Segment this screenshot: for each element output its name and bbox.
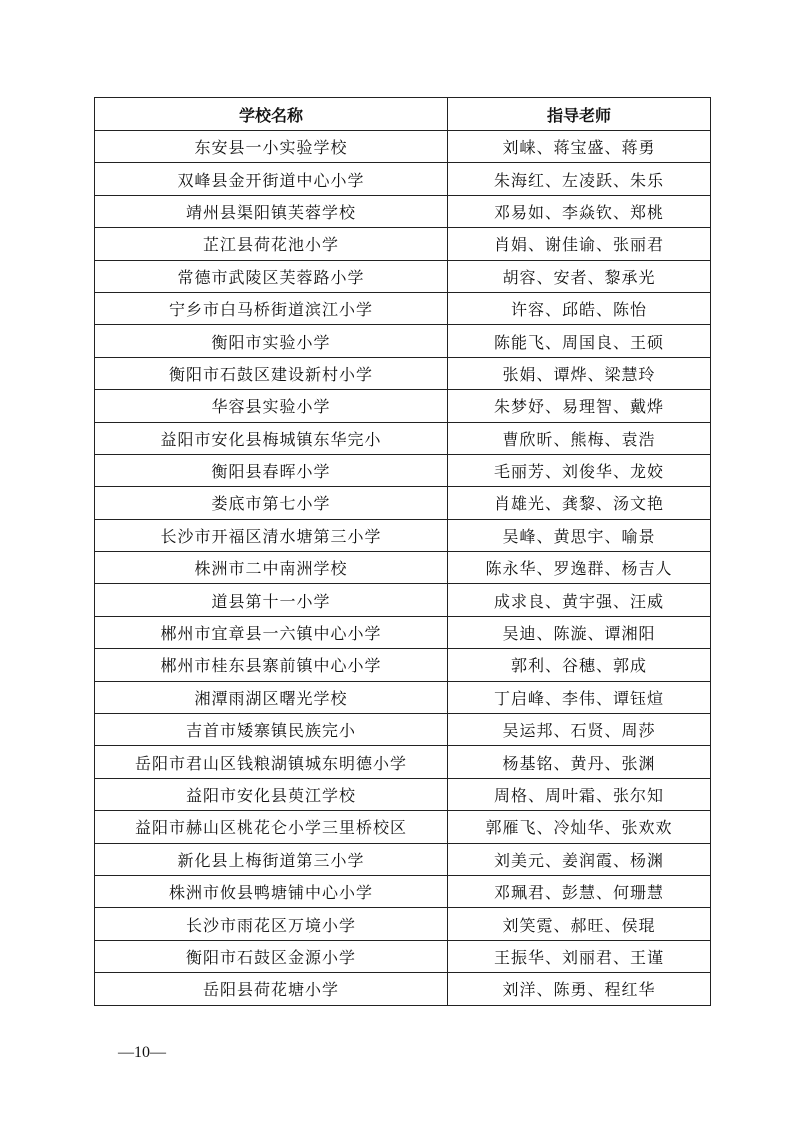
- cell-school-name: 岳阳县荷花塘小学: [95, 973, 448, 1005]
- cell-instructors: 曹欣昕、熊梅、袁浩: [448, 422, 711, 454]
- cell-school-name: 芷江县荷花池小学: [95, 228, 448, 260]
- table-row: [95, 163, 711, 195]
- schools-teachers-table: [94, 97, 711, 1006]
- table-row: [95, 584, 711, 616]
- cell-school-name: 益阳市赫山区桃花仑小学三里桥校区: [95, 811, 448, 843]
- cell-school-name: 靖州县渠阳镇芙蓉学校: [95, 195, 448, 227]
- cell-school-name: 新化县上梅街道第三小学: [95, 843, 448, 875]
- cell-instructors: 刘笑霓、郝旺、侯琨: [448, 908, 711, 940]
- cell-instructors: 陈永华、罗逸群、杨吉人: [448, 552, 711, 584]
- table-row: [95, 487, 711, 519]
- cell-instructors: 吴峰、黄思宇、喻景: [448, 519, 711, 551]
- cell-instructors: 陈能飞、周国良、王硕: [448, 325, 711, 357]
- table-row: [95, 131, 711, 163]
- cell-instructors: 肖雄光、龚黎、汤文艳: [448, 487, 711, 519]
- cell-instructors: 邓易如、李焱钦、郑桃: [448, 195, 711, 227]
- cell-instructors: 成求良、黄宇强、汪威: [448, 584, 711, 616]
- cell-school-name: 益阳市安化县萸江学校: [95, 778, 448, 810]
- table-row: [95, 778, 711, 810]
- cell-school-name: 株洲市二中南洲学校: [95, 552, 448, 584]
- cell-school-name: 郴州市宜章县一六镇中心小学: [95, 616, 448, 648]
- header-school-name: 学校名称: [95, 98, 448, 131]
- cell-school-name: 湘潭雨湖区曙光学校: [95, 681, 448, 713]
- table-row: [95, 681, 711, 713]
- table-row: [95, 228, 711, 260]
- table-row: [95, 195, 711, 227]
- table-row: [95, 746, 711, 778]
- table-row: [95, 714, 711, 746]
- cell-school-name: 吉首市矮寨镇民族完小: [95, 714, 448, 746]
- table-row: [95, 973, 711, 1005]
- cell-instructors: 王振华、刘丽君、王谨: [448, 940, 711, 972]
- cell-school-name: 衡阳市石鼓区金源小学: [95, 940, 448, 972]
- cell-instructors: 毛丽芳、刘俊华、龙姣: [448, 454, 711, 486]
- cell-school-name: 衡阳县春晖小学: [95, 454, 448, 486]
- table-body: [95, 131, 711, 1006]
- table-row: [95, 357, 711, 389]
- cell-instructors: 朱海红、左凌跃、朱乐: [448, 163, 711, 195]
- table-row: [95, 519, 711, 551]
- table-row: [95, 908, 711, 940]
- table-row: [95, 649, 711, 681]
- cell-instructors: 肖娟、谢佳谕、张丽君: [448, 228, 711, 260]
- cell-school-name: 娄底市第七小学: [95, 487, 448, 519]
- cell-school-name: 郴州市桂东县寨前镇中心小学: [95, 649, 448, 681]
- table-row: [95, 875, 711, 907]
- cell-school-name: 衡阳市实验小学: [95, 325, 448, 357]
- cell-instructors: 郭利、谷穗、郭成: [448, 649, 711, 681]
- table-row: [95, 811, 711, 843]
- schools-table-container: [94, 97, 710, 1006]
- cell-school-name: 岳阳市君山区钱粮湖镇城东明德小学: [95, 746, 448, 778]
- cell-instructors: 郭雁飞、冷灿华、张欢欢: [448, 811, 711, 843]
- table-row: [95, 940, 711, 972]
- page-number: —10—: [118, 1044, 166, 1061]
- cell-instructors: 周格、周叶霜、张尔知: [448, 778, 711, 810]
- cell-school-name: 双峰县金开街道中心小学: [95, 163, 448, 195]
- cell-instructors: 刘美元、姜润霞、杨渊: [448, 843, 711, 875]
- cell-school-name: 宁乡市白马桥街道滨江小学: [95, 292, 448, 324]
- table-row: [95, 390, 711, 422]
- table-row: [95, 616, 711, 648]
- cell-instructors: 刘崃、蒋宝盛、蒋勇: [448, 131, 711, 163]
- table-row: [95, 422, 711, 454]
- cell-instructors: 朱梦妤、易理智、戴烨: [448, 390, 711, 422]
- cell-instructors: 杨基铭、黄丹、张渊: [448, 746, 711, 778]
- cell-instructors: 吴迪、陈漩、谭湘阳: [448, 616, 711, 648]
- table-row: [95, 260, 711, 292]
- cell-instructors: 胡容、安者、黎承光: [448, 260, 711, 292]
- cell-instructors: 吴运邦、石贤、周莎: [448, 714, 711, 746]
- cell-school-name: 道县第十一小学: [95, 584, 448, 616]
- table-row: [95, 325, 711, 357]
- cell-school-name: 东安县一小实验学校: [95, 131, 448, 163]
- cell-instructors: 许容、邱皓、陈怡: [448, 292, 711, 324]
- cell-school-name: 长沙市开福区清水塘第三小学: [95, 519, 448, 551]
- cell-school-name: 株洲市攸县鸭塘铺中心小学: [95, 875, 448, 907]
- cell-school-name: 长沙市雨花区万境小学: [95, 908, 448, 940]
- cell-school-name: 衡阳市石鼓区建设新村小学: [95, 357, 448, 389]
- table-header-row: [95, 98, 711, 131]
- cell-instructors: 刘洋、陈勇、程红华: [448, 973, 711, 1005]
- table-row: [95, 454, 711, 486]
- cell-instructors: 丁启峰、李伟、谭钰煊: [448, 681, 711, 713]
- table-row: [95, 292, 711, 324]
- cell-instructors: 邓珮君、彭慧、何珊慧: [448, 875, 711, 907]
- table-row: [95, 843, 711, 875]
- cell-school-name: 常德市武陵区芙蓉路小学: [95, 260, 448, 292]
- table-row: [95, 552, 711, 584]
- header-instructors: 指导老师: [448, 98, 711, 131]
- cell-school-name: 益阳市安化县梅城镇东华完小: [95, 422, 448, 454]
- cell-instructors: 张娟、谭烨、梁慧玲: [448, 357, 711, 389]
- cell-school-name: 华容县实验小学: [95, 390, 448, 422]
